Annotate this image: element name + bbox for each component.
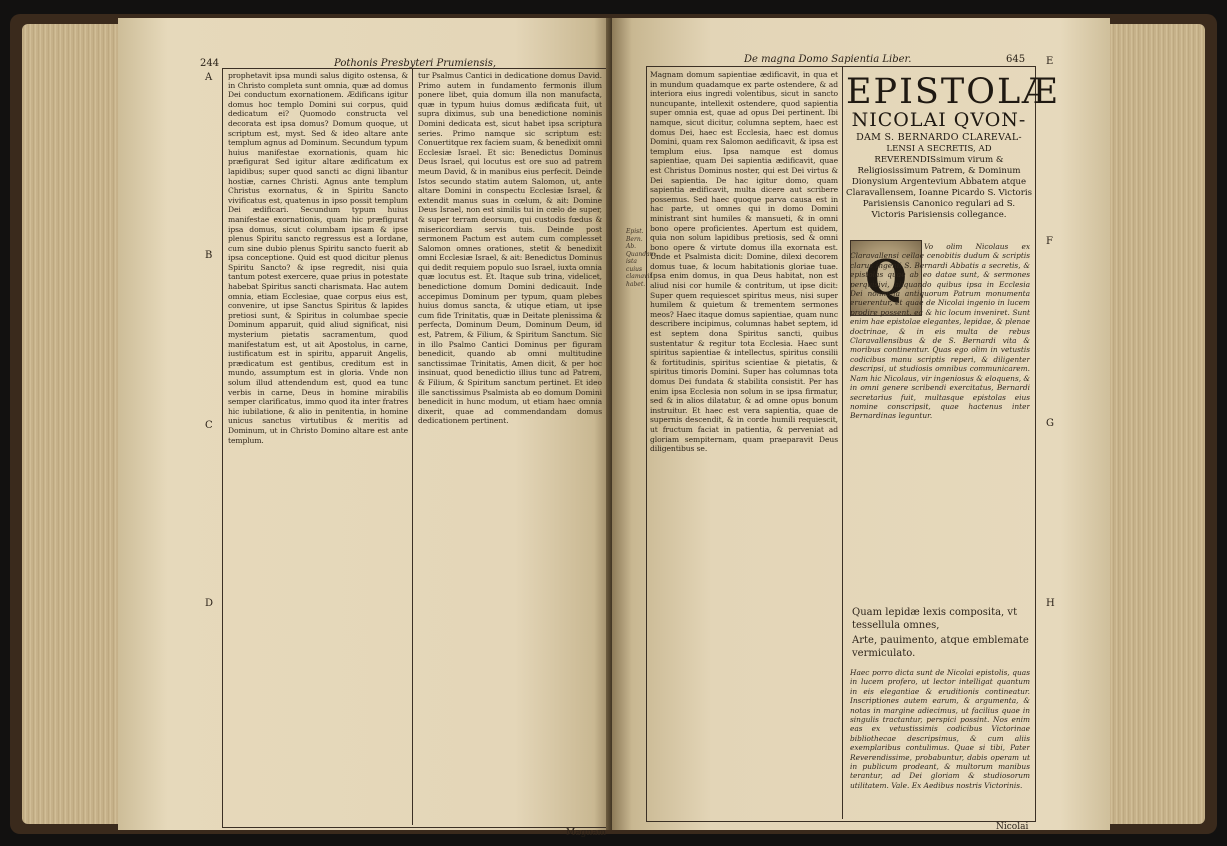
left-column-2: tur Psalmus Cantici in dedicatione domus David. Primo autem in fundamento fermonis illum ponere libet, quia domum illa non manufacta, quæ in typum huius domus ædificata fuit, ut supra diximus, sub una benedictione nominis Domini dedicata est, sicut habet ipsa scriptura series. Primo namque sic scriptum est: Conuertitque rex faciem suam, & benedixit omni Ecclesiæ Israel. Et sic: Benedictus Dominus Deus Israel, qui locutus est ore suo ad patrem meum David, & in manibus eius perfecit. Deinde Istos secundo statim autem Salomon, ut, ante altare Domini in conspectu Ecclesiæ Israel, & extendit manus suas in cœlum, & ait: Domine Deus Israel, non est similis tui in cœlo de super, & super terram deorsum, qui custodis fœdus & misericordiam servis tuis. Deinde post sermonem Pactum est autem cum complesset Salomon omnes orationes, stetit & benedixit omni Ecclesiæ Israel, & ait: Benedictus Dominus qui dedit requiem populo suo Israel, iuxta omnia quæ locutus est. Et. Itaque sub trina, videlicet, benedictione domum Domini dedicauit. Inde accepimus Dominum per typum, quam plebes huius domus sancta, & utique etiam, ut ipse cum fide Trinitatis, quæ in Deitate plenissima & perfecta, Dominum Deum, Dominum Deum, id est, Patrem, & Filium, & Spiritum Sanctum. Sic in illo Psalmo Cantici Dominus per figuram benedicit, quando ab omni multitudine sanctissimae Trinitatis, Amen dicit, & per hoc insinuat, quod benedictio illius tunc ad Patrem, & Filium, & Spiritum sanctum pertinet. Et ideo ille sanctissimus Psalmista ab eo domum Domini benedicit in hunc modum, ut etiam haec omnia dixerit, quae ad commendandam domus dedicationem pertinent.: [418, 71, 602, 426]
title-nicolai: NICOLAI QVON-: [851, 109, 1027, 131]
title-line3: DAM S. BERNARDO CLAREVAL-: [856, 132, 1022, 143]
right-marginal-note: Epist. Bern. Ab. Quandam, ista cuius clamavit habet.: [626, 228, 658, 288]
right-running-head: De magna Domo Sapientia Liber.: [744, 54, 912, 65]
decorated-initial: Q: [850, 240, 922, 316]
epistle-title-block: [846, 72, 1060, 221]
title-dedication: LENSI A SECRETIS, AD REVERENDISsimum virum & Religiosissimum Patrem, & Dominum Dionysium Argentevium Abbatem atque Claravallensem, Ioanne Picardo S. Victoris Parisiensis Canonico regulari ad S. Victoris Parisiensis collegance.: [846, 144, 1032, 220]
left-column-rule: [412, 69, 413, 825]
left-catchword: Magnam: [566, 828, 607, 838]
right-folio: 645: [1006, 54, 1026, 65]
right-page-edges: [1095, 24, 1205, 824]
right-margin-letter-e: E: [1046, 56, 1054, 67]
right-margin-letter-h: H: [1046, 598, 1055, 609]
left-margin-letter-c: C: [205, 420, 213, 431]
right-catchword: Nicolai: [996, 822, 1029, 832]
title-epistolae: EPISTOLÆ: [846, 72, 1060, 112]
right-column-1: Magnam domum sapientiae ædificavit, in qua et in mundum quadamque ex parte ostendere, & ad interiora eius ingredi volentibus, sicut in sancto nuncupante, intellexit ostendere, quod sapientia super omnia est, quae ad opus Dei pertinent. Ibi namque, sicut dicitur, columna septem, haec est domus Dei, haec est Ecclesia, haec est domus Domini, quam rex Salomon aedificavit, & ipsa est templum eius. Ipsa namque est domus sapientiae, quam Dei sapientia ædificavit, quae est Christus Dominus noster, qui est Dei virtus & Dei sapientia. De hac igitur domo, quam sapientia ædificavit, multa dicere aut scribere possemus. Sed haec quoque parva causa est in hac parte, ut omnes qui in domo Domini ministrant sint humiles & mansueti, & in omni bono opere proficientes. Apertum est quidem, quia non solum lapidibus pretiosis, sed & omni bono opere & virtute domus illa exornata est. Unde et Psalmista dicit: Domine, dilexi decorem domus tuae, & locum habitationis gloriae tuae. Ipsa enim domus, in qua Deus habitat, non est aliud nisi cor humile & contritum, ut ipse dicit: Super quem requiescet spiritus meus, nisi super humilem & quietum & trementem sermones meos? Haec itaque domus sapientiae, quam nunc describere incipimus, columnas habet septem, id est septem dona Spiritus sancti, quibus sustentatur & regitur tota Ecclesia. Haec sunt spiritus sapientiae & intellectus, spiritus consilii & fortitudinis, spiritus scientiae & pietatis, & spiritus timoris Domini. Super has columnas tota domus Dei fundata & stabilita consistit. Per has enim ipsa Ecclesia non solum in se ipsa firmatur, sed & in alios dilatatur, & ad omne opus bonum instruitur. Et haec est vera sapientia, quae de supernis descendit, & in corde humili requiescit, ut fructum faciat in patientia, & perveniat ad gloriam sempiternam, quam praeparavit Deus diligentibus se.: [650, 70, 838, 454]
right-margin-letter-f: F: [1046, 236, 1053, 247]
right-margin-letter-g: G: [1046, 418, 1054, 429]
left-folio: 244: [200, 58, 220, 69]
left-column-1: prophetavit ipsa mundi salus digito ostensa, & in Christo completa sunt omnia, quæ ad domus Dei conductum exornationem. Ædificans igitur domus hoc templo Domini sui corpus, quid dedicatum ei? Quomodo constructa vel decorata est ipsa domus? Domum quoque, ut scriptum est, myst. Sed & ideo altare ante templum agnus ad Dominum. Secundum typum huius manifestae exornationis, quam hic præfigurat Sed igitur altare ædificatum ex lapidibus; super quod sancti ac digni libantur hostiæ, carnes Christi. Agnus ante templum Christus exornatus, & in Spiritu Sancto vivificatus est, quatenus in ipso possit templum Dei ædificari. Secundum typum huius manifestae exornationis, quam hic præfigurat ipsa domus, sicut columbam ipsam & ipse plenus Spiritu sancto regressus est a Iordane, cum sine dubio plenus Spiritu sancto fuerit ab ipsa conceptione. Quid est quod dicitur plenus Spiritu Sancto? & ipse regredit, nisi quia tantum potest exercere, quae prius in potestate habebat Spiritus sancti charismata. Hac autem omnia, etiam Ecclesiae, quae corpus eius est, convenire, ut ipse Sanctus Spiritus & lapides pretiosi sunt, & Spiritus in columbae specie Dominum apparuit, quid aliud significat, nisi mysterium pietatis sacramentum, quod manifestatum est, ut ait Apostolus, in carne, iustificatum est in spiritu, apparuit Angelis, prædicatum est gentibus, creditum est in mundo, assumptum est in gloria. Vnde non solum illud attendendum est, quod ea tunc verbis in carne, Deus in homine mirabilis semper clarificatus, immo quod ita inter fratres hic iubilatione, & alio in penitentia, in homine unicus sanctus virtutibus & meritis ad Dominum, ut in Christo Domino altare est ante templum.: [228, 71, 408, 445]
left-running-head: Pothonis Presbyteri Prumiensis,: [334, 58, 497, 69]
left-page-edges: [22, 24, 132, 824]
epistle-intro-text: Vo olim Nicolaus ex Claravallensi cellae cenobitis dudum & scriptis clarus ingenii S. Bernardi Abbatis a secretis, & epistolas quae ab eo datae sunt, & sermones perquisivi, aliquando quibus ipsa in Ecclesia Dei nonnulla antiquorum Patrum monumenta eruerentur, et quae de Nicolai ingenio in lucem prodire possent, ea & hic locum inveniret. Sunt enim hae epistolae elegantes, lepidae, & plenae doctrinae, & in eis multa de rebus Claravallensibus & de S. Bernardi vita & moribus continentur. Quas ego olim in vetustis codicibus manu scriptis reperi, & diligenter descripsi, ut studiosis omnibus communicarem. Nam hic Nicolaus, vir ingeniosus & eloquens, & in omni genere scribendi exercitatus, Bernardi secretarius fuit, multasque epistolas eius nomine conscripsit, quae hactenus inter Bernardinas leguntur.: [850, 242, 1030, 421]
verse-line-2: Arte, pauimento, atque emblemate vermiculato.: [852, 635, 1029, 659]
left-margin-letter-b: B: [205, 250, 213, 261]
epistle-outro-text: Haec porro dicta sunt de Nicolai epistolis, quas in lucem profero, ut lector intelligat quantum in eis elegantiae & eruditionis contineatur. Inscriptiones autem earum, & argumenta, & notas in margine adiecimus, ut facilius quae in singulis tractantur, perspici possint. Nos enim eas ex vetustissimis codicibus Victorinae bibliothecae descripsimus, & cum aliis exemplaribus contulimus. Quae si tibi, Pater Reverendissime, probabuntur, dabis operam ut in publicum prodeant, & multorum manibus terantur, ad Dei gloriam & studiosorum utilitatem. Vale. Ex Aedibus nostris Victorinis.: [850, 668, 1030, 790]
right-column-rule: [842, 67, 843, 819]
verse-line-1: Quam lepidæ lexis composita, vt tessellula omnes,: [852, 607, 1018, 631]
left-margin-letter-a: A: [205, 72, 213, 83]
left-margin-letter-d: D: [205, 598, 214, 609]
